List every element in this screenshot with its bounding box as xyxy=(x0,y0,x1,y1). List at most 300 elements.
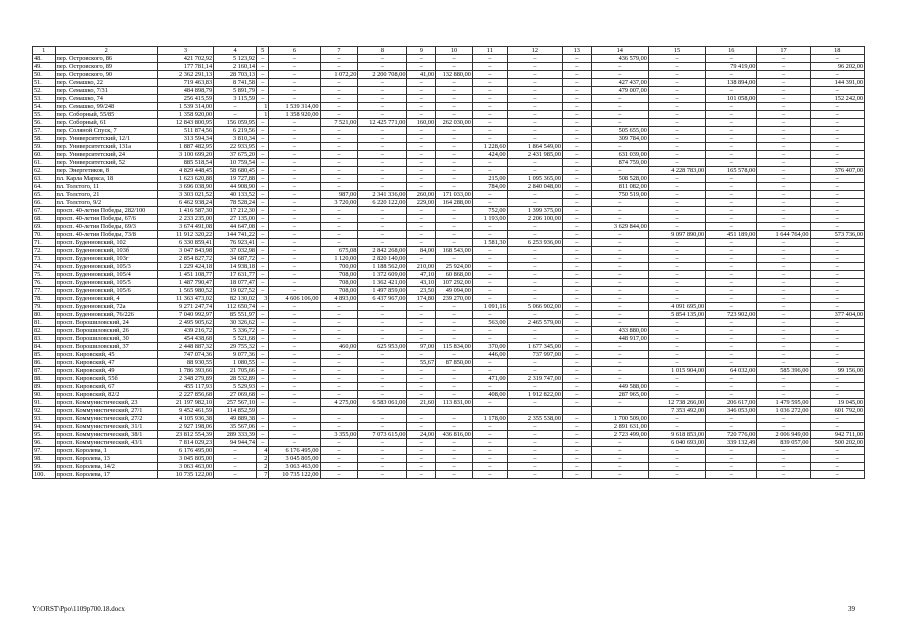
cell-col-2: просп. Ворошиловский, 37 xyxy=(55,343,157,351)
cell-col-17: – xyxy=(757,87,810,95)
cell-col-3: 3 100 699,20 xyxy=(157,151,213,159)
cell-col-2: пер. Семашко, 7/31 xyxy=(55,87,157,95)
cell-col-9: – xyxy=(407,135,436,143)
cell-col-1: 88. xyxy=(33,375,56,383)
cell-col-11: 1 091,16 xyxy=(472,303,507,311)
cell-col-4: 35 567,06 xyxy=(214,423,257,431)
cell-col-16: – xyxy=(706,263,757,271)
cell-col-1: 63. xyxy=(33,175,56,183)
cell-col-13: – xyxy=(562,263,591,271)
cell-col-18: – xyxy=(810,271,864,279)
cell-col-4: 27 135,00 xyxy=(214,215,257,223)
cell-col-8: – xyxy=(358,111,407,119)
cell-col-1: 97. xyxy=(33,447,56,455)
cell-col-9: – xyxy=(407,103,436,111)
cell-col-7: – xyxy=(320,455,358,463)
table-row xyxy=(33,391,865,399)
cell-col-11: – xyxy=(472,127,507,135)
cell-col-14: – xyxy=(591,303,648,311)
cell-col-8: – xyxy=(358,143,407,151)
cell-col-1: 96. xyxy=(33,439,56,447)
table-row xyxy=(33,287,865,295)
cell-col-10: – xyxy=(436,319,473,327)
cell-col-1: 80. xyxy=(33,311,56,319)
cell-col-12: – xyxy=(507,127,562,135)
cell-col-8: – xyxy=(358,231,407,239)
cell-col-6: 1 358 920,00 xyxy=(269,111,320,119)
cell-col-14: – xyxy=(591,367,648,375)
cell-col-17: 1 036 272,00 xyxy=(757,407,810,415)
cell-col-5: – xyxy=(257,127,269,135)
cell-col-8: 1 372 609,00 xyxy=(358,271,407,279)
cell-col-9: 260,00 xyxy=(407,191,436,199)
cell-col-17: – xyxy=(757,279,810,287)
table-row xyxy=(33,399,865,407)
cell-col-12: – xyxy=(507,463,562,471)
cell-col-17: 1 479 595,00 xyxy=(757,399,810,407)
table-row xyxy=(33,63,865,71)
cell-col-5: – xyxy=(257,311,269,319)
cell-col-3: 6 176 495,00 xyxy=(157,447,213,455)
cell-col-2: просп. Буденновский, 105/5 xyxy=(55,279,157,287)
cell-col-17: – xyxy=(757,175,810,183)
cell-col-15: – xyxy=(648,383,705,391)
cell-col-17: – xyxy=(757,79,810,87)
cell-col-17: – xyxy=(757,423,810,431)
table-row xyxy=(33,231,865,239)
cell-col-8: 1 188 562,00 xyxy=(358,263,407,271)
cell-col-6: – xyxy=(269,231,320,239)
cell-col-14: 479 007,00 xyxy=(591,87,648,95)
cell-col-7: – xyxy=(320,207,358,215)
cell-col-18: – xyxy=(810,359,864,367)
cell-col-8: – xyxy=(358,303,407,311)
cell-col-6: – xyxy=(269,127,320,135)
cell-col-2: просп. Буденновский, 76/226 xyxy=(55,311,157,319)
cell-col-7: – xyxy=(320,463,358,471)
cell-col-11: – xyxy=(472,95,507,103)
cell-col-6: – xyxy=(269,215,320,223)
cell-col-15: 9 618 853,00 xyxy=(648,431,705,439)
cell-col-13: – xyxy=(562,223,591,231)
cell-col-14: – xyxy=(591,199,648,207)
cell-col-7: 708,00 xyxy=(320,271,358,279)
cell-col-10: – xyxy=(436,127,473,135)
cell-col-1: 78. xyxy=(33,295,56,303)
cell-col-10: – xyxy=(436,439,473,447)
cell-col-10: – xyxy=(436,183,473,191)
column-number: 8 xyxy=(358,47,407,55)
cell-col-5: – xyxy=(257,95,269,103)
cell-col-8: 1 362 421,00 xyxy=(358,279,407,287)
cell-col-9: – xyxy=(407,423,436,431)
cell-col-10: 171 033,00 xyxy=(436,191,473,199)
cell-col-12: – xyxy=(507,287,562,295)
cell-col-6: 6 176 495,00 xyxy=(269,447,320,455)
cell-col-13: – xyxy=(562,423,591,431)
cell-col-17: 585 396,00 xyxy=(757,367,810,375)
cell-col-5: – xyxy=(257,415,269,423)
cell-col-3: 511 874,56 xyxy=(157,127,213,135)
cell-col-6: – xyxy=(269,55,320,63)
cell-col-16: – xyxy=(706,71,757,79)
cell-col-5: – xyxy=(257,87,269,95)
cell-col-18: 144 391,00 xyxy=(810,79,864,87)
cell-col-9: 41,00 xyxy=(407,71,436,79)
cell-col-2: просп. Буденновский, 105/4 xyxy=(55,271,157,279)
cell-col-1: 58. xyxy=(33,135,56,143)
cell-col-3: 21 197 982,10 xyxy=(157,399,213,407)
cell-col-9: – xyxy=(407,327,436,335)
cell-col-12: 2 431 985,00 xyxy=(507,151,562,159)
cell-col-6: – xyxy=(269,375,320,383)
cell-col-5: – xyxy=(257,159,269,167)
cell-col-12: 2 355 538,00 xyxy=(507,415,562,423)
cell-col-11: – xyxy=(472,383,507,391)
cell-col-1: 95. xyxy=(33,431,56,439)
cell-col-5: – xyxy=(257,239,269,247)
cell-col-4: 27 069,68 xyxy=(214,391,257,399)
cell-col-7: 700,00 xyxy=(320,263,358,271)
cell-col-10: 436 816,00 xyxy=(436,431,473,439)
cell-col-7: – xyxy=(320,63,358,71)
table-row xyxy=(33,175,865,183)
cell-col-13: – xyxy=(562,471,591,479)
cell-col-8: – xyxy=(358,415,407,423)
cell-col-5: – xyxy=(257,263,269,271)
cell-col-11: 752,00 xyxy=(472,207,507,215)
cell-col-1: 75. xyxy=(33,271,56,279)
cell-col-16: – xyxy=(706,199,757,207)
cell-col-3: 719 463,83 xyxy=(157,79,213,87)
cell-col-12: – xyxy=(507,431,562,439)
cell-col-6: – xyxy=(269,119,320,127)
cell-col-14: – xyxy=(591,343,648,351)
cell-col-17: – xyxy=(757,223,810,231)
cell-col-16: 206 617,00 xyxy=(706,399,757,407)
cell-col-9: – xyxy=(407,239,436,247)
cell-col-15: – xyxy=(648,327,705,335)
cell-col-8: – xyxy=(358,135,407,143)
cell-col-14: – xyxy=(591,399,648,407)
cell-col-9: – xyxy=(407,383,436,391)
cell-col-10: 60 868,00 xyxy=(436,271,473,279)
table-row xyxy=(33,167,865,175)
cell-col-12: 6 253 936,00 xyxy=(507,239,562,247)
cell-col-7: – xyxy=(320,335,358,343)
column-number: 10 xyxy=(436,47,473,55)
cell-col-15: – xyxy=(648,207,705,215)
cell-col-9: 84,00 xyxy=(407,247,436,255)
cell-col-13: – xyxy=(562,143,591,151)
cell-col-9: – xyxy=(407,87,436,95)
cell-col-16: – xyxy=(706,135,757,143)
cell-col-6: – xyxy=(269,255,320,263)
cell-col-9: – xyxy=(407,111,436,119)
cell-col-14: 433 880,00 xyxy=(591,327,648,335)
cell-col-14: – xyxy=(591,463,648,471)
cell-col-14: 874 759,00 xyxy=(591,159,648,167)
cell-col-16: – xyxy=(706,471,757,479)
cell-col-1: 73. xyxy=(33,255,56,263)
cell-col-8: 2 820 140,00 xyxy=(358,255,407,263)
cell-col-11: – xyxy=(472,327,507,335)
cell-col-6: – xyxy=(269,271,320,279)
cell-col-5: – xyxy=(257,271,269,279)
cell-col-10: – xyxy=(436,143,473,151)
cell-col-6: 4 606 106,00 xyxy=(269,295,320,303)
cell-col-13: – xyxy=(562,103,591,111)
cell-col-2: пер. Университетский, 12/1 xyxy=(55,135,157,143)
cell-col-17: – xyxy=(757,55,810,63)
table-row xyxy=(33,239,865,247)
cell-col-18: – xyxy=(810,223,864,231)
cell-col-9: 47,10 xyxy=(407,271,436,279)
cell-col-9: – xyxy=(407,175,436,183)
table-row xyxy=(33,95,865,103)
cell-col-18: – xyxy=(810,87,864,95)
cell-col-5: – xyxy=(257,207,269,215)
table-row xyxy=(33,263,865,271)
cell-col-1: 55. xyxy=(33,111,56,119)
cell-col-1: 94. xyxy=(33,423,56,431)
cell-col-16: – xyxy=(706,463,757,471)
cell-col-13: – xyxy=(562,359,591,367)
cell-col-15: – xyxy=(648,247,705,255)
table-row xyxy=(33,207,865,215)
cell-col-14 xyxy=(591,407,648,415)
cell-col-17: – xyxy=(757,455,810,463)
cell-col-5: – xyxy=(257,367,269,375)
cell-col-8: – xyxy=(358,351,407,359)
cell-col-1: 90. xyxy=(33,391,56,399)
cell-col-4: 44 647,08 xyxy=(214,223,257,231)
cell-col-3: 11 363 473,02 xyxy=(157,295,213,303)
cell-col-14: – xyxy=(591,351,648,359)
cell-col-4: 76 923,41 xyxy=(214,239,257,247)
cell-col-7: 1 072,20 xyxy=(320,71,358,79)
cell-col-9: – xyxy=(407,391,436,399)
column-number: 2 xyxy=(55,47,157,55)
cell-col-18: – xyxy=(810,383,864,391)
cell-col-16: – xyxy=(706,423,757,431)
cell-col-7: – xyxy=(320,439,358,447)
cell-col-8: – xyxy=(358,239,407,247)
cell-col-10: – xyxy=(436,159,473,167)
cell-col-3: 6 330 859,41 xyxy=(157,239,213,247)
cell-col-4: 44 908,90 xyxy=(214,183,257,191)
column-number: 18 xyxy=(810,47,864,55)
cell-col-15: – xyxy=(648,151,705,159)
cell-col-3: 1 416 587,30 xyxy=(157,207,213,215)
cell-col-5: – xyxy=(257,303,269,311)
cell-col-6: – xyxy=(269,263,320,271)
cell-col-13: – xyxy=(562,399,591,407)
cell-col-14: – xyxy=(591,439,648,447)
cell-col-14: – xyxy=(591,471,648,479)
cell-col-10: – xyxy=(436,151,473,159)
cell-col-10: – xyxy=(436,55,473,63)
cell-col-10: 107 292,00 xyxy=(436,279,473,287)
cell-col-11: – xyxy=(472,423,507,431)
cell-col-1: 71. xyxy=(33,239,56,247)
cell-col-6: – xyxy=(269,367,320,375)
cell-col-3: 3 303 021,52 xyxy=(157,191,213,199)
cell-col-8: – xyxy=(358,391,407,399)
cell-col-9: – xyxy=(407,439,436,447)
cell-col-18: – xyxy=(810,455,864,463)
table-row xyxy=(33,327,865,335)
cell-col-2: пл. Толстого, 11 xyxy=(55,183,157,191)
cell-col-18: – xyxy=(810,279,864,287)
cell-col-11: – xyxy=(472,247,507,255)
cell-col-3: 313 594,34 xyxy=(157,135,213,143)
cell-col-18: 377 404,00 xyxy=(810,311,864,319)
cell-col-14: – xyxy=(591,375,648,383)
cell-col-11: 1 178,00 xyxy=(472,415,507,423)
cell-col-12: – xyxy=(507,103,562,111)
cell-col-6: – xyxy=(269,95,320,103)
table-row xyxy=(33,247,865,255)
cell-col-7: – xyxy=(320,159,358,167)
cell-col-11: – xyxy=(472,471,507,479)
cell-col-2: просп. Буденновский, 4 xyxy=(55,295,157,303)
cell-col-4: 144 741,22 xyxy=(214,231,257,239)
cell-col-12: – xyxy=(507,63,562,71)
cell-col-10: – xyxy=(436,367,473,375)
cell-col-12: – xyxy=(507,359,562,367)
cell-col-11: 446,00 xyxy=(472,351,507,359)
cell-col-8 xyxy=(358,407,407,415)
cell-col-1: 87. xyxy=(33,367,56,375)
table-row xyxy=(33,255,865,263)
cell-col-14: 448 917,00 xyxy=(591,335,648,343)
cell-col-12: 2 319 747,00 xyxy=(507,375,562,383)
cell-col-9: – xyxy=(407,223,436,231)
cell-col-13: – xyxy=(562,295,591,303)
cell-col-12: – xyxy=(507,311,562,319)
cell-col-2: пл. Карла Маркса, 18 xyxy=(55,175,157,183)
cell-col-12: – xyxy=(507,159,562,167)
cell-col-18: 19 045,00 xyxy=(810,399,864,407)
cell-col-10: – xyxy=(436,79,473,87)
cell-col-8: – xyxy=(358,175,407,183)
cell-col-15: – xyxy=(648,391,705,399)
cell-col-15: – xyxy=(648,135,705,143)
cell-col-8: – xyxy=(358,79,407,87)
cell-col-18: – xyxy=(810,239,864,247)
table-row xyxy=(33,407,865,415)
cell-col-6: – xyxy=(269,319,320,327)
cell-col-15: – xyxy=(648,55,705,63)
cell-col-18: – xyxy=(810,335,864,343)
cell-col-18: – xyxy=(810,303,864,311)
cell-col-15: – xyxy=(648,415,705,423)
cell-col-16: 138 894,00 xyxy=(706,79,757,87)
table-row xyxy=(33,415,865,423)
cell-col-2: пер. Островского, 90 xyxy=(55,71,157,79)
cell-col-12: – xyxy=(507,439,562,447)
cell-col-9: – xyxy=(407,159,436,167)
cell-col-5: 3 xyxy=(257,295,269,303)
cell-col-3: 10 735 122,00 xyxy=(157,471,213,479)
cell-col-18: – xyxy=(810,263,864,271)
cell-col-2: просп. 40-летия Победы, 282/100 xyxy=(55,207,157,215)
cell-col-2: просп. Коммунистический, 27/2 xyxy=(55,415,157,423)
cell-col-7: – xyxy=(320,231,358,239)
cell-col-10: 168 543,00 xyxy=(436,247,473,255)
column-number: 13 xyxy=(562,47,591,55)
cell-col-4: 3 115,59 xyxy=(214,95,257,103)
cell-col-9: – xyxy=(407,63,436,71)
cell-col-3: 421 702,92 xyxy=(157,55,213,63)
cell-col-15: – xyxy=(648,127,705,135)
cell-col-9: – xyxy=(407,79,436,87)
cell-col-11: 1 193,00 xyxy=(472,215,507,223)
cell-col-17: – xyxy=(757,247,810,255)
cell-col-11: – xyxy=(472,439,507,447)
cell-col-5: – xyxy=(257,351,269,359)
cell-col-1: 64. xyxy=(33,183,56,191)
cell-col-6: – xyxy=(269,415,320,423)
cell-col-17: – xyxy=(757,391,810,399)
cell-col-12: – xyxy=(507,167,562,175)
cell-col-11: – xyxy=(472,231,507,239)
cell-col-13: – xyxy=(562,199,591,207)
cell-col-2: пл. Толстого, 21 xyxy=(55,191,157,199)
cell-col-2: пер. Энергетиков, 8 xyxy=(55,167,157,175)
cell-col-18: – xyxy=(810,327,864,335)
cell-col-3: 1 487 790,47 xyxy=(157,279,213,287)
cell-col-6: – xyxy=(269,303,320,311)
cell-col-9: 97,00 xyxy=(407,343,436,351)
cell-col-8: – xyxy=(358,319,407,327)
cell-col-18: – xyxy=(810,463,864,471)
cell-col-14: – xyxy=(591,279,648,287)
cell-col-5: – xyxy=(257,391,269,399)
cell-col-18: – xyxy=(810,375,864,383)
cell-col-15: – xyxy=(648,295,705,303)
cell-col-16: – xyxy=(706,343,757,351)
cell-col-4: 58 680,45 xyxy=(214,167,257,175)
cell-col-7: – xyxy=(320,111,358,119)
cell-col-13: – xyxy=(562,367,591,375)
cell-col-7: – xyxy=(320,103,358,111)
cell-col-7: – xyxy=(320,127,358,135)
cell-col-6: – xyxy=(269,135,320,143)
cell-col-13: – xyxy=(562,431,591,439)
cell-col-16: – xyxy=(706,375,757,383)
cell-col-3: 2 448 887,32 xyxy=(157,343,213,351)
cell-col-9: – xyxy=(407,95,436,103)
cell-col-15: – xyxy=(648,239,705,247)
cell-col-3: 23 812 554,39 xyxy=(157,431,213,439)
cell-col-15: – xyxy=(648,215,705,223)
cell-col-4: 17 631,77 xyxy=(214,271,257,279)
cell-col-8: 1 497 859,00 xyxy=(358,287,407,295)
cell-col-10: – xyxy=(436,215,473,223)
cell-col-7: – xyxy=(320,239,358,247)
cell-col-7: – xyxy=(320,359,358,367)
cell-col-1: 72. xyxy=(33,247,56,255)
cell-col-6: – xyxy=(269,223,320,231)
cell-col-16: 339 132,49 xyxy=(706,439,757,447)
cell-col-18: – xyxy=(810,127,864,135)
cell-col-10: 87 850,00 xyxy=(436,359,473,367)
cell-col-4: 78 528,24 xyxy=(214,199,257,207)
cell-col-5: 2 xyxy=(257,463,269,471)
cell-col-7: 4 275,00 xyxy=(320,399,358,407)
